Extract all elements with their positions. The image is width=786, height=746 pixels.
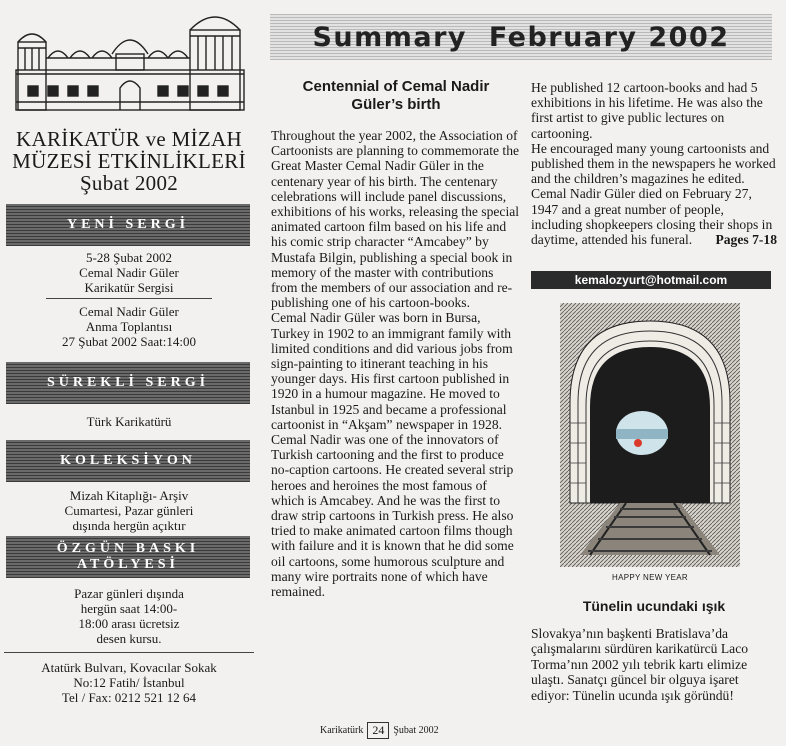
- section-heading: ÖZGÜN BASKI: [56, 541, 200, 556]
- yeni-sergi-block2: [4, 304, 254, 349]
- text-line: hergün saat 14:00-: [80, 601, 178, 616]
- event-title: Anma Toplantısı: [85, 319, 173, 334]
- koleksiyon-banner: [6, 440, 250, 482]
- title-line: MÜZESİ ETKİNLİKLERİ: [12, 149, 246, 173]
- summary-banner: [270, 14, 772, 60]
- article-continuation: [531, 80, 777, 247]
- title-line: Centennial of Cemal Nadir: [302, 78, 490, 95]
- surekli-sergi-banner: [6, 362, 250, 404]
- text-line: Pazar günleri dışında: [74, 586, 184, 601]
- article-paragraph: He published 12 cartoon-books and had 5 exhibitions in his lifetime. He was also the first artist to give public lectures on cartooning.: [531, 80, 763, 141]
- tunnel-cartoon-image: [560, 303, 740, 567]
- text-line: desen kursu.: [96, 631, 162, 646]
- atolye-text: [4, 586, 254, 646]
- phone-line: Tel / Fax: 0212 521 12 64: [61, 690, 197, 705]
- page-title: Summary February 2002: [312, 21, 730, 53]
- event-artist: Cemal Nadir Güler: [79, 265, 179, 280]
- title-line: Şubat 2002: [79, 171, 179, 195]
- address-block: [4, 660, 254, 705]
- title-line: Güler’s birth: [351, 96, 441, 113]
- turkish-paragraph: Slovakya’nın başkenti Bratislava’da çalışmalarını sürdüren karikatürcü Laco Torma’nın 2002 yılı tebrik kartı elimize ulaştı. Sanatçı güncel bir olguya işaret ediyor: Tünelin ucunda ışık göründü!: [531, 626, 749, 703]
- paragraph-text: He encouraged many young cartoonists and published them in the newspapers he worked and the children’s magazines he edited. Cemal Nadir Güler died on February 27, 1947 and a great number of people, including shopkeepers closing their shops in daytime, attended his funeral.: [531, 140, 776, 248]
- text-line: Cumartesi, Pazar günleri: [64, 503, 194, 518]
- section-heading: YENİ SERGİ: [66, 217, 190, 232]
- yeni-sergi-banner: [6, 204, 250, 246]
- text-line: 18:00 arası ücretsiz: [78, 616, 180, 631]
- event-artist: Cemal Nadir Güler: [79, 304, 179, 319]
- email-link[interactable]: kemalozyurt@hotmail.com: [531, 271, 771, 289]
- page-number: 24: [367, 722, 389, 739]
- divider: [46, 298, 212, 299]
- article-paragraph: [531, 141, 777, 247]
- article-body: [271, 128, 521, 599]
- title-line: KARİKATÜR ve MİZAH: [16, 127, 242, 151]
- museum-building-logo: [12, 8, 248, 114]
- article-paragraph: Throughout the year 2002, the Association of Cartoonists are planning to commemorate the Great Master Cemal Nadir Güler in the centenary year of his birth. The centenary celebrations will include panel discussions, exhibitions of his works, releasing the special animated cartoon film based on his life and his comic strip character “Amcabey” by Mustafa Bilgin, publishing a special book in memory of the master with contributions from the members of our association and re-publishing one of his cartoon-books.: [271, 128, 520, 311]
- cartoon-caption: HAPPY NEW YEAR: [612, 573, 688, 582]
- article-title: [272, 78, 520, 114]
- left-column: [4, 8, 254, 738]
- event-title: Karikatür Sergisi: [84, 280, 174, 295]
- event-date: 27 Şubat 2002 Saat:14:00: [62, 334, 196, 349]
- article-paragraph: Cemal Nadir Güler was born in Bursa, Turkey in 1902 to an immigrant family with limited conditions and did various jobs from sign-painting to itinerant teaching in his younger days. His first cartoon published in 1920 in a humour magazine. He moved to Istanbul in 1925 and became a professional cartoonist in “Akşam” newspaper in 1928. Cemal Nadir was one of the innovators of Turkish cartooning and the first to produce no-caption cartoons. He created several strip heroes and heroines the most famous of which is Amcabey. And he was the first to draw strip cartoons in Turkish press. He also tried to make animated cartoon films though with failure and it is known that he did some oil cartoons, some humorous sculpture and many wire portraits none of which have remained.: [271, 310, 514, 600]
- section-heading: ATÖLYESİ: [76, 557, 180, 572]
- surekli-sergi-text: Türk Karikatürü: [86, 414, 172, 429]
- museum-events-title: [4, 128, 254, 194]
- event-date: 5-28 Şubat 2002: [86, 250, 172, 265]
- text-line: Mizah Kitaplığı- Arşiv: [69, 488, 189, 503]
- atolye-banner: [6, 536, 250, 578]
- magazine-name: Karikatürk: [320, 725, 364, 736]
- divider: [4, 652, 254, 653]
- section-heading: KOLEKSİYON: [60, 453, 196, 468]
- address-line: Atatürk Bulvarı, Kovacılar Sokak: [41, 660, 217, 675]
- text-line: dışında hergün açıktır: [72, 518, 186, 533]
- pages-reference: Pages 7-18: [715, 232, 777, 248]
- issue-date: Şubat 2002: [393, 725, 439, 736]
- koleksiyon-text: [4, 488, 254, 533]
- yeni-sergi-block1: [4, 250, 254, 295]
- address-line: No:12 Fatih/ İstanbul: [73, 675, 185, 690]
- section-subtitle: Tünelin ucundaki ışık: [582, 598, 726, 614]
- page-footer: [320, 722, 439, 739]
- section-heading: SÜREKLİ SERGİ: [46, 375, 210, 390]
